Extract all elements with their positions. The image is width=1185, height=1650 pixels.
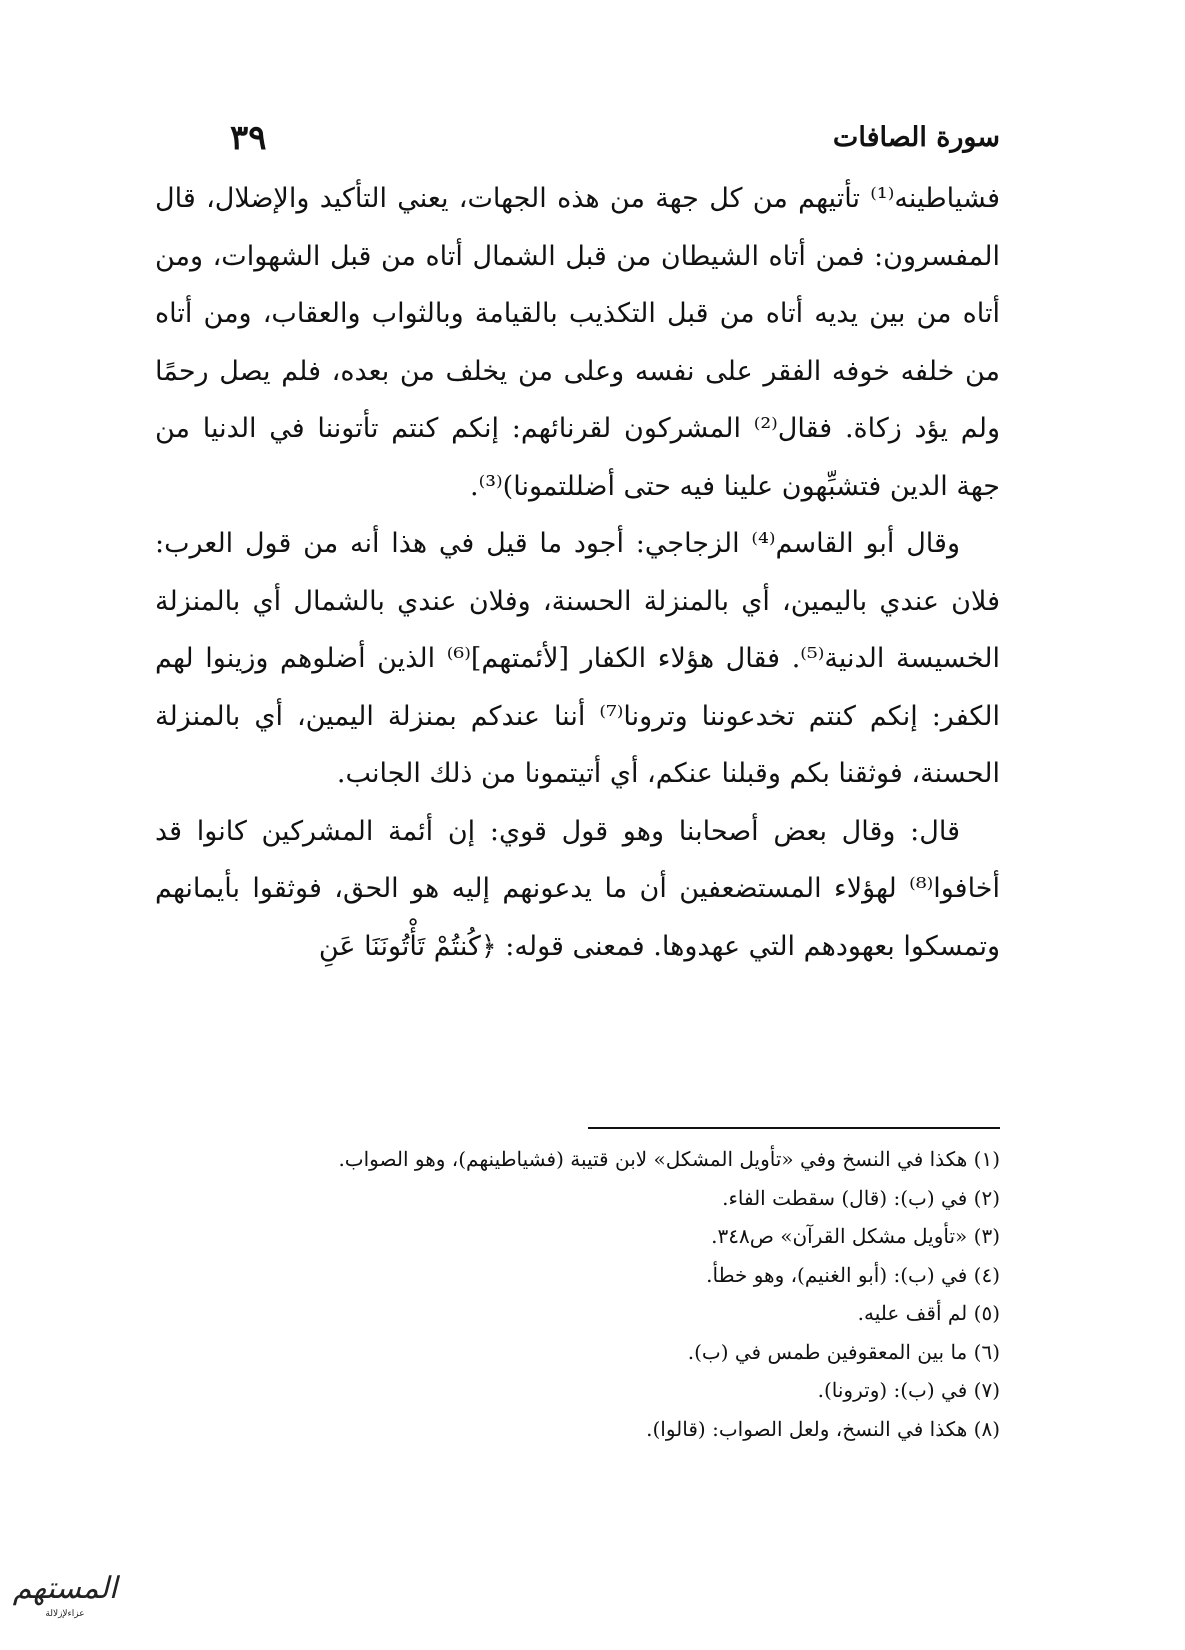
footnote-1: (١) هكذا في النسخ وفي «تأويل المشكل» لابن قتيبة (فشياطينهم)، وهو الصواب. <box>338 1147 1000 1171</box>
footnote-divider <box>588 1127 1000 1129</box>
footnotes <box>155 1140 1000 1448</box>
logo-word: المستهم <box>12 1571 118 1606</box>
logo-subtext: عزاءلإزلالة <box>45 1609 85 1619</box>
footnote-8: (٨) هكذا في النسخ، ولعل الصواب: (قالوا). <box>646 1416 1000 1441</box>
main-text <box>155 170 1000 975</box>
paragraph-1: فشياطينه⁽¹⁾ تأتيهم من كل جهة من هذه الجهات، يعني التأكيد والإضلال، قال المفسرون: فمن أتاه الشيطان من قبل الشمال أتاه من قبل الشهوات، ومن أتاه من بين يديه أتاه من قبل التكذيب بالقيامة وبالثواب والعقاب، ومن أتاه من خلفه خوفه الفقر على نفسه وعلى من يخلف من بعده، فلم يصل رحمًا ولم يؤد زكاة. فقال⁽²⁾ المشركون لقرنائهم: إنكم كنتم تأتوننا في الدنيا من جهة الدين فتشبِّهون علينا فيه حتى أضللتمونا)⁽³⁾. <box>155 183 1000 502</box>
surah-title: سورة الصافات <box>832 122 1000 153</box>
footnote-6: (٦) ما بين المعقوفين طمس في (ب). <box>687 1339 1000 1364</box>
footnote-7: (٧) في (ب): (وترونا). <box>817 1378 1000 1402</box>
footnote-3: (٣) «تأويل مشكل القرآن» ص٣٤٨. <box>711 1224 1000 1248</box>
paragraph-3: قال: وقال بعض أصحابنا وهو قول قوي: إن أئمة المشركين كانوا قد أخافوا⁽⁸⁾ لهؤلاء المستضعفين أن ما يدعونهم إليه هو الحق، فوثقوا بأيمانهم وتمسكوا بعهودهم التي عهدوها. فمعنى قوله: ﴿كُنتُمْ تَأْتُونَنَا عَنِ <box>155 815 1000 962</box>
page-header <box>230 118 1000 168</box>
footnote-4: (٤) في (ب): (أبو الغنيم)، وهو خطأ. <box>706 1262 1000 1287</box>
page-number: ٣٩ <box>230 118 267 158</box>
footnote-2: (٢) في (ب): (قال) سقطت الفاء. <box>722 1185 1000 1210</box>
publisher-logo-stamp <box>10 1570 120 1640</box>
footnote-5: (٥) لم أقف عليه. <box>857 1301 1000 1325</box>
paragraph-2: وقال أبو القاسم⁽⁴⁾ الزجاجي: أجود ما قيل في هذا أنه من قول العرب: فلان عندي باليمين، أي بالمنزلة الحسنة، وفلان عندي بالشمال أي بالمنزلة الخسيسة الدنية⁽⁵⁾. فقال هؤلاء الكفار [لأئمتهم]⁽⁶⁾ الذين أضلوهم وزينوا لهم الكفر: إنكم كنتم تخدعوننا وترونا⁽⁷⁾ أننا عندكم بمنزلة اليمين، أي بالمنزلة الحسنة، فوثقنا بكم وقبلنا عنكم، أي أتيتمونا من ذلك الجانب. <box>155 528 1001 789</box>
